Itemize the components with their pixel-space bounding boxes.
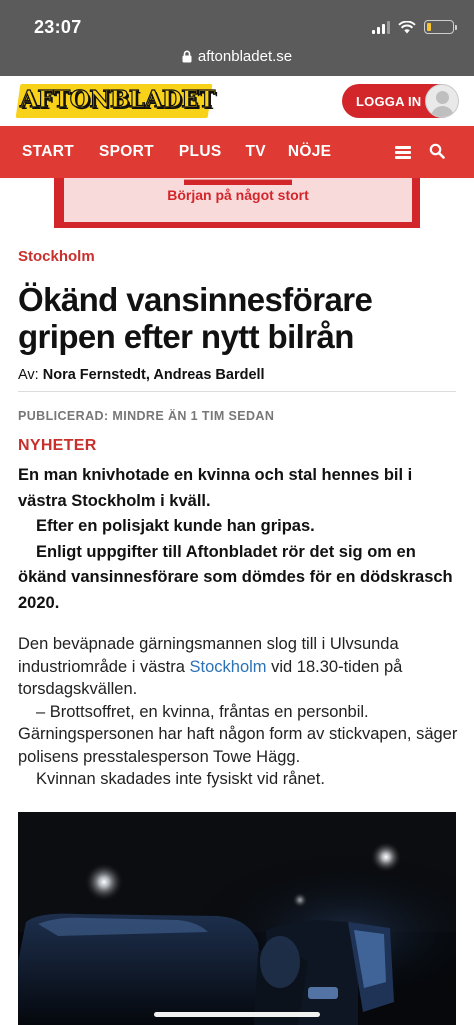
ad-tagline: Början på något stort: [167, 187, 309, 203]
url-text: aftonbladet.se: [197, 48, 293, 65]
cellular-signal-icon: [372, 21, 390, 34]
status-time: 23:07: [34, 17, 82, 37]
nav-item-tv[interactable]: TV: [245, 143, 266, 160]
ad-banner[interactable]: [54, 169, 420, 228]
hamburger-icon[interactable]: [395, 146, 411, 158]
stockholm-link[interactable]: Stockholm: [189, 657, 267, 676]
section-label[interactable]: Stockholm: [18, 248, 95, 265]
login-button[interactable]: [342, 84, 458, 118]
lead-sentence: En man knivhotade en kvinna och stal hennes bil i västra Stockholm i kväll.: [18, 466, 413, 510]
published-time: PUBLICERAD: MINDRE ÄN 1 TIM SEDAN: [18, 409, 275, 423]
ad-banner-inner: [64, 169, 412, 222]
article-lead: [18, 463, 458, 616]
battery-icon: [424, 20, 454, 34]
site-header: [0, 76, 474, 126]
body-paragraph: [18, 635, 402, 698]
night-car-scene-image: [18, 812, 456, 1025]
status-icons: [372, 20, 454, 34]
article-headline: Ökänd vansinnesförare gripen efter nytt bilrån: [18, 281, 373, 355]
nav-item-start[interactable]: START: [22, 143, 75, 160]
search-icon[interactable]: [429, 143, 445, 159]
address-bar[interactable]: [0, 48, 474, 65]
nav-item-noje[interactable]: NÖJE: [287, 143, 332, 160]
article-body: [18, 633, 458, 791]
byline: [18, 367, 265, 383]
byline-prefix: Av:: [18, 367, 39, 383]
body-paragraph: – Brottsoffret, en kvinna, fråntas en personbil. Gärningspersonen har haft någon form av stickvapen, säger polisens presstalesperson Towe Hägg.: [18, 702, 458, 766]
battery-level: [427, 23, 431, 31]
body-text-run: Den beväpnade gärningsmannen slog till i Ulvsunda industriområde i västra: [18, 635, 399, 676]
body-paragraph: Kvinnan skadades inte fysiskt vid rånet.: [36, 770, 325, 788]
body-text-run: vid 18.30-tiden på torsdagskvällen.: [18, 657, 403, 698]
divider: [18, 391, 456, 392]
lead-sentence: Efter en polisjakt kunde han gripas.: [36, 517, 315, 535]
nav-item-plus[interactable]: PLUS: [178, 143, 222, 160]
byline-authors[interactable]: Nora Fernstedt, Andreas Bardell: [42, 367, 265, 383]
avatar-icon: [425, 84, 459, 118]
login-label: LOGGA IN: [356, 93, 422, 109]
ad-cut-off-heading: ▬▬▬▬▬▬: [184, 169, 292, 189]
nav-item-sport[interactable]: SPORT: [99, 143, 154, 160]
aftonbladet-logo[interactable]: AFTONBLADET: [20, 86, 215, 113]
lead-sentence: Enligt uppgifter till Aftonbladet rör det sig om en ökänd vansinnesförare som dömdes för en dödskrasch 2020.: [18, 542, 453, 612]
browser-chrome: [0, 0, 474, 76]
article-photo[interactable]: [18, 812, 456, 1025]
wifi-icon: [398, 21, 416, 34]
lock-icon: [182, 50, 192, 63]
article-kicker: NYHETER: [18, 437, 97, 454]
home-indicator: [154, 1012, 320, 1017]
